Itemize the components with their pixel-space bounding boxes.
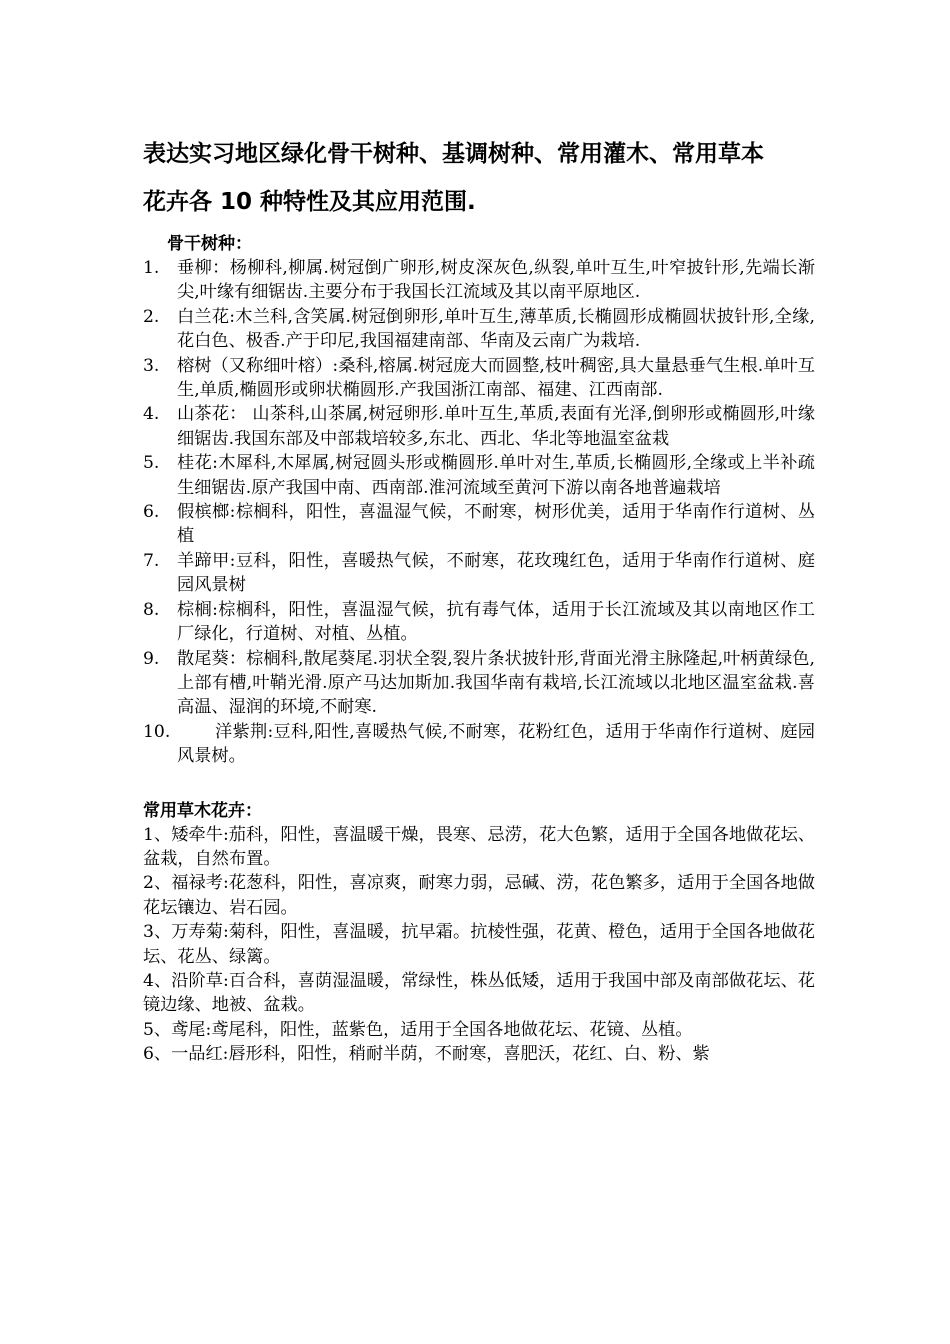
list-item: 6、一品红:唇形科，阳性，稍耐半荫，不耐寒，喜肥沃，花红、白、粉、紫: [143, 1044, 710, 1065]
document-title: [143, 130, 815, 226]
list-item: [143, 305, 815, 354]
item-text: 山茶花： 山茶科,山茶属,树冠卵形.单叶互生,革质,表面有光泽,倒卵形或椭圆形,叶缘细锯齿.我国东部及中部栽培较多,东北、西北、华北等地温室盆栽: [177, 404, 815, 449]
item-text: 桂花:木犀科,木犀属,树冠圆头形或椭圆形.单叶对生,革质,长椭圆形,全缘或上半补疏生细锯齿.原产我国中南、西南部.淮河流域至黄河下游以南各地普遍栽培: [177, 453, 815, 498]
item-text: 散尾葵：棕榈科,散尾葵尾.羽状全裂,裂片条状披针形,背面光滑主脉隆起,叶柄黄绿色,上部有槽,叶鞘光滑.原产马达加斯加.我国华南有栽培,长江流域以北地区温室盆栽.喜高温、湿润的环境,不耐寒.: [177, 648, 815, 718]
section-spacer: [143, 769, 815, 793]
item-text: 羊蹄甲:豆科，阳性，喜暖热气候，不耐寒，花玫瑰红色，适用于华南作行道树、庭园风景树: [177, 550, 815, 596]
list-item: 1、矮牵牛:茄科，阳性，喜温暖干燥，畏寒、忌涝，花大色繁，适用于全国各地做花坛、盆栽，自然布置。: [143, 824, 815, 869]
item-number: 1.: [143, 258, 160, 278]
list-item: [143, 451, 815, 500]
list-item: [143, 598, 815, 647]
item-text: 棕榈:棕榈科，阳性，喜温湿气候，抗有毒气体，适用于长江流域及其以南地区作工厂绿化，行道树、对植、丛植。: [177, 599, 815, 645]
item-number: 10.: [143, 721, 171, 742]
item-text: 洋紫荆:豆科,阳性,喜暖热气候,不耐寒，花粉红色，适用于华南作行道树、庭园风景树。: [177, 721, 815, 767]
list-item: [143, 500, 815, 549]
item-text: 垂柳：杨柳科,柳属.树冠倒广卵形,树皮深灰色,纵裂,单叶互生,叶窄披针形,先端长渐尖,叶缘有细锯齿.主要分布于我国长江流域及其以南平原地区.: [177, 258, 815, 303]
item-number: 3.: [143, 355, 160, 376]
item-number: 4.: [143, 404, 160, 425]
backbone-trees-list: [143, 256, 815, 769]
item-text: 白兰花:木兰科,含笑属.树冠倒卵形,单叶互生,薄革质,长椭圆形成椭圆状披针形,全缘,花白色、极香.产于印尼,我国福建南部、华南及云南广为栽培.: [177, 306, 815, 352]
item-number: 7.: [143, 550, 160, 571]
list-item: [143, 647, 815, 720]
list-item: 5、鸢尾:鸢尾科，阳性，蓝紫色，适用于全国各地做花坛、花镜、丛植。: [143, 1019, 693, 1040]
list-item: [143, 354, 815, 403]
list-item: [143, 549, 815, 598]
item-number: 8.: [143, 599, 160, 620]
herbaceous-flowers-heading: 常用草木花卉：: [143, 800, 262, 821]
list-item: 3、万寿菊:菊科，阳性，喜温暖，抗早霜。抗棱性强，花黄、橙色，适用于全国各地做花坛、花丛、绿篱。: [143, 922, 815, 967]
document-page: [143, 130, 815, 1067]
item-number: 6.: [143, 502, 160, 523]
list-item: 2、福禄考:花葱科，阳性，喜凉爽，耐寒力弱，忌碱、涝，花色繁多，适用于全国各地做花坛镶边、岩石园。: [143, 873, 815, 918]
item-text: 假槟榔:棕榈科，阳性，喜温湿气候，不耐寒，树形优美，适用于华南作行道树、丛植: [177, 502, 815, 547]
list-item: [143, 256, 815, 305]
herbaceous-flowers-list: [143, 823, 815, 1067]
backbone-trees-heading: 骨干树种：: [167, 234, 252, 254]
list-item: 4、沿阶草:百合科，喜荫湿温暖，常绿性，株丛低矮，适用于我国中部及南部做花坛、花镜边缘、地被、盆栽。: [143, 970, 815, 1016]
item-number: 5.: [143, 453, 160, 474]
item-number: 9.: [143, 648, 160, 669]
item-number: 2.: [143, 306, 160, 327]
title-line-2: 花卉各 10 种特性及其应用范围.: [143, 189, 476, 215]
list-item: [143, 720, 815, 769]
title-line-1: 表达实习地区绿化骨干树种、基调树种、常用灌木、常用草本: [143, 141, 764, 167]
item-text: 榕树（又称细叶榕）:桑科,榕属.树冠庞大而圆整,枝叶稠密,具大量悬垂气生根.单叶互生,单质,椭圆形或卵状椭圆形.产我国浙江南部、福建、江西南部.: [177, 355, 815, 401]
list-item: [143, 402, 815, 451]
